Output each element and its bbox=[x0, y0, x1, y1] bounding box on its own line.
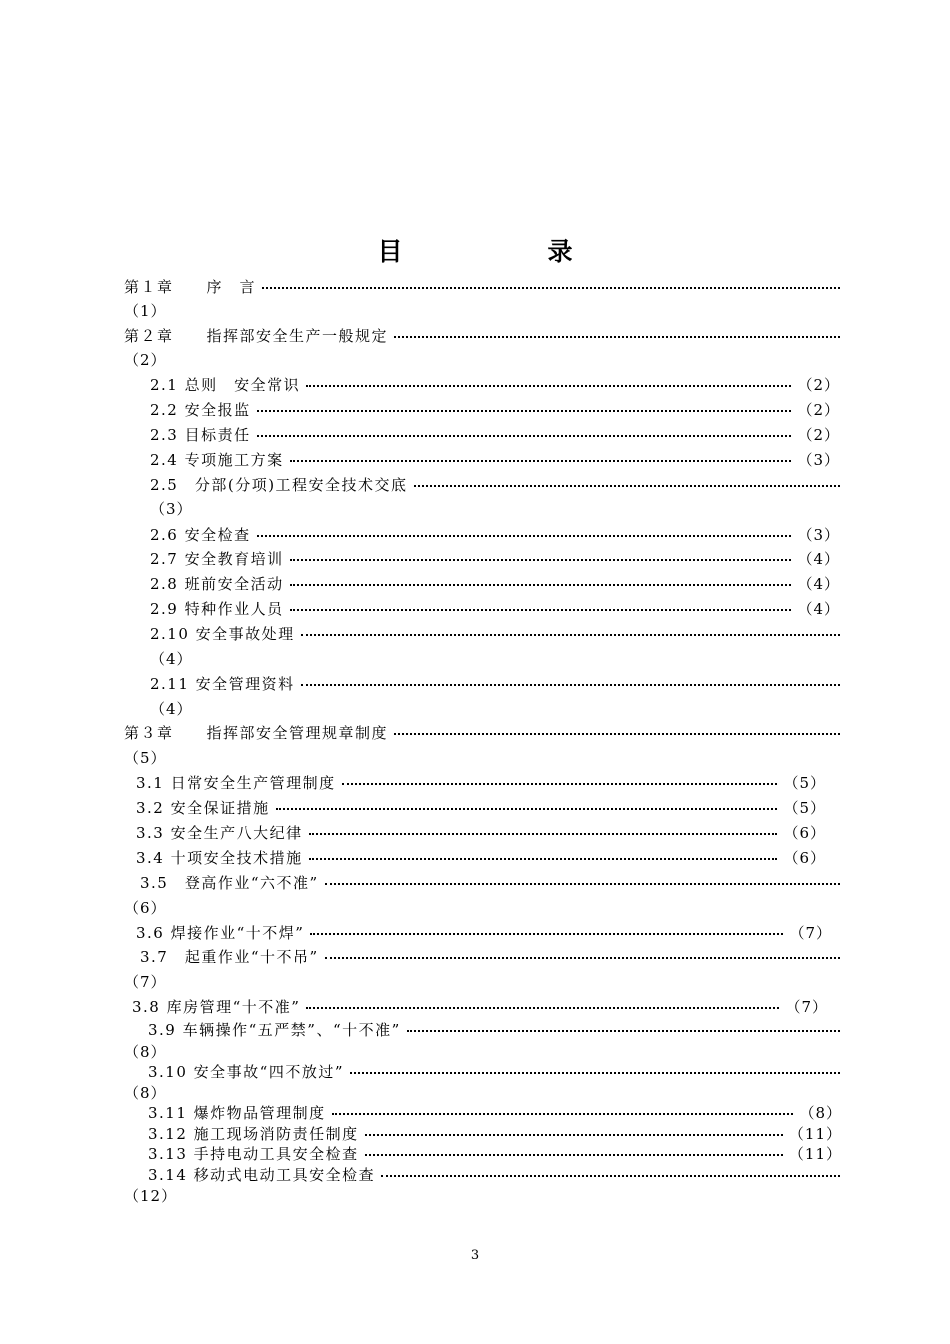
toc-entry-label: 2.1 总则 安全常识 bbox=[150, 376, 301, 394]
dot-leader bbox=[325, 871, 840, 885]
toc-entry-page-wrapped bbox=[124, 897, 324, 919]
toc-entry-page-wrapped bbox=[124, 1041, 324, 1063]
toc-entry-label: 3.6 焊接作业“十不焊” bbox=[136, 924, 305, 942]
toc-entry-page: （7） bbox=[785, 998, 828, 1016]
toc-entry-label: 3.2 安全保证措施 bbox=[136, 799, 270, 817]
toc-entry[interactable] bbox=[150, 573, 840, 595]
toc-entry[interactable] bbox=[148, 1164, 846, 1186]
toc-entry-label: 3.12 施工现场消防责任制度 bbox=[148, 1125, 359, 1143]
toc-entry[interactable] bbox=[124, 325, 846, 347]
toc-entry[interactable] bbox=[148, 1019, 846, 1041]
dot-leader bbox=[414, 473, 840, 487]
dot-leader bbox=[290, 547, 792, 561]
toc-entry-page: （7） bbox=[124, 973, 167, 991]
toc-entry-page: （2） bbox=[797, 376, 840, 394]
toc-entry-label: 3.5 登高作业“六不准” bbox=[140, 874, 319, 892]
toc-entry-label: 第１章 序 言 bbox=[124, 278, 257, 296]
toc-entry-label: 3.1 日常安全生产管理制度 bbox=[136, 774, 336, 792]
toc-entry-page: （6） bbox=[783, 849, 826, 867]
toc-entry-page: （2） bbox=[797, 401, 840, 419]
toc-entry-label: 第２章 指挥部安全生产一般规定 bbox=[124, 327, 389, 345]
dot-leader bbox=[309, 821, 778, 835]
toc-entry-page: （3） bbox=[150, 500, 193, 518]
dot-leader bbox=[309, 846, 778, 860]
toc-entry-label: 2.3 目标责任 bbox=[150, 426, 251, 444]
toc-entry-page: （5） bbox=[783, 774, 826, 792]
dot-leader bbox=[342, 771, 778, 785]
page-number: 3 bbox=[470, 1248, 480, 1263]
toc-entry-page: （4） bbox=[150, 650, 193, 668]
toc-entry[interactable] bbox=[140, 946, 846, 968]
toc-entry-label: 2.5 分部(分项)工程安全技术交底 bbox=[150, 476, 408, 494]
toc-entry-page-wrapped bbox=[124, 747, 324, 769]
toc-entry-page: （4） bbox=[797, 575, 840, 593]
dot-leader bbox=[325, 945, 840, 959]
toc-entry-page: （3） bbox=[797, 451, 840, 469]
toc-entry-label: 3.14 移动式电动工具安全检查 bbox=[148, 1166, 376, 1184]
dot-leader bbox=[306, 995, 779, 1009]
toc-entry[interactable] bbox=[150, 524, 840, 546]
toc-entry-page: （8） bbox=[124, 1043, 167, 1061]
dot-leader bbox=[407, 1018, 840, 1032]
dot-leader bbox=[350, 1060, 840, 1074]
toc-entry-page-wrapped bbox=[124, 971, 324, 993]
toc-entry[interactable] bbox=[148, 1102, 842, 1124]
toc-entry-page: （2） bbox=[797, 426, 840, 444]
toc-entry[interactable] bbox=[150, 673, 846, 695]
toc-entry-page: （8） bbox=[124, 1084, 167, 1102]
dot-leader bbox=[381, 1163, 840, 1177]
toc-entry[interactable] bbox=[136, 847, 826, 869]
toc-entry-page-wrapped bbox=[150, 498, 350, 520]
toc-entry-page: （8） bbox=[799, 1104, 842, 1122]
toc-entry-page: （3） bbox=[797, 526, 840, 544]
dot-leader bbox=[262, 275, 840, 289]
toc-entry[interactable] bbox=[150, 424, 840, 446]
toc-entry[interactable] bbox=[136, 797, 826, 819]
dot-leader bbox=[290, 572, 792, 586]
toc-entry-label: 2.10 安全事故处理 bbox=[150, 625, 295, 643]
toc-entry-page: （6） bbox=[783, 824, 826, 842]
toc-entry[interactable] bbox=[150, 449, 840, 471]
toc-entry-label: 2.9 特种作业人员 bbox=[150, 600, 284, 618]
toc-entry-label: 3.10 安全事故“四不放过” bbox=[148, 1063, 345, 1081]
toc-entry[interactable] bbox=[148, 1143, 842, 1165]
toc-entry[interactable] bbox=[150, 598, 840, 620]
dot-leader bbox=[290, 597, 792, 611]
dot-leader bbox=[301, 672, 840, 686]
toc-entry[interactable] bbox=[132, 996, 828, 1018]
toc-entry[interactable] bbox=[124, 722, 846, 744]
dot-leader bbox=[394, 324, 840, 338]
toc-entry[interactable] bbox=[136, 772, 826, 794]
toc-entry-label: 2.6 安全检查 bbox=[150, 526, 251, 544]
toc-entry-page-wrapped bbox=[124, 1082, 324, 1104]
toc-entry-page: （6） bbox=[124, 899, 167, 917]
toc-entry-page: （1） bbox=[124, 302, 167, 320]
toc-entry[interactable] bbox=[150, 474, 846, 496]
toc-entry-page: （11） bbox=[788, 1145, 842, 1163]
toc-entry-label: 2.11 安全管理资料 bbox=[150, 675, 295, 693]
toc-entry-page-wrapped bbox=[124, 1185, 324, 1207]
dot-leader bbox=[365, 1142, 783, 1156]
toc-entry[interactable] bbox=[150, 623, 846, 645]
toc-entry-label: 3.8 库房管理“十不准” bbox=[132, 998, 301, 1016]
toc-entry-label: 2.8 班前安全活动 bbox=[150, 575, 284, 593]
toc-entry-page: （4） bbox=[797, 550, 840, 568]
dot-leader bbox=[301, 622, 840, 636]
toc-entry-page-wrapped bbox=[124, 349, 324, 371]
dot-leader bbox=[332, 1101, 794, 1115]
page-title: 目 录 bbox=[377, 237, 633, 266]
toc-entry-label: 3.13 手持电动工具安全检查 bbox=[148, 1145, 359, 1163]
toc-entry-page-wrapped bbox=[124, 300, 324, 322]
dot-leader bbox=[365, 1122, 783, 1136]
dot-leader bbox=[394, 721, 840, 735]
dot-leader bbox=[276, 796, 778, 810]
toc-entry[interactable] bbox=[124, 276, 846, 298]
dot-leader bbox=[257, 398, 792, 412]
toc-entry-label: 第３章 指挥部安全管理规章制度 bbox=[124, 724, 389, 742]
dot-leader bbox=[257, 523, 792, 537]
toc-entry-label: 2.7 安全教育培训 bbox=[150, 550, 284, 568]
toc-entry[interactable] bbox=[150, 399, 840, 421]
dot-leader bbox=[310, 921, 783, 935]
toc-entry-page: （4） bbox=[150, 700, 193, 718]
dot-leader bbox=[306, 373, 791, 387]
dot-leader bbox=[257, 423, 792, 437]
toc-entry-page-wrapped bbox=[150, 648, 350, 670]
toc-entry-page: （11） bbox=[788, 1125, 842, 1143]
toc-entry-label: 2.2 安全报监 bbox=[150, 401, 251, 419]
toc-entry-label: 3.11 爆炸物品管理制度 bbox=[148, 1104, 326, 1122]
toc-entry-page: （2） bbox=[124, 351, 167, 369]
toc-entry-label: 2.4 专项施工方案 bbox=[150, 451, 284, 469]
toc-entry-label: 3.9 车辆操作“五严禁”、“十不准” bbox=[148, 1021, 401, 1039]
toc-entry[interactable] bbox=[140, 872, 846, 894]
toc-entry-label: 3.3 安全生产八大纪律 bbox=[136, 824, 303, 842]
toc-entry[interactable] bbox=[148, 1061, 846, 1083]
toc-entry-label: 3.4 十项安全技术措施 bbox=[136, 849, 303, 867]
toc-entry-page: （7） bbox=[789, 924, 832, 942]
dot-leader bbox=[290, 448, 792, 462]
toc-entry[interactable] bbox=[136, 922, 832, 944]
toc-entry[interactable] bbox=[136, 822, 826, 844]
toc-entry-page: （5） bbox=[124, 749, 167, 767]
toc-entry-page: （4） bbox=[797, 600, 840, 618]
toc-entry-page: （12） bbox=[124, 1187, 178, 1205]
toc-entry[interactable] bbox=[150, 374, 840, 396]
toc-entry[interactable] bbox=[150, 548, 840, 570]
toc-entry-page-wrapped bbox=[150, 698, 350, 720]
toc-entry-label: 3.7 起重作业“十不吊” bbox=[140, 948, 319, 966]
toc-entry-page: （5） bbox=[783, 799, 826, 817]
